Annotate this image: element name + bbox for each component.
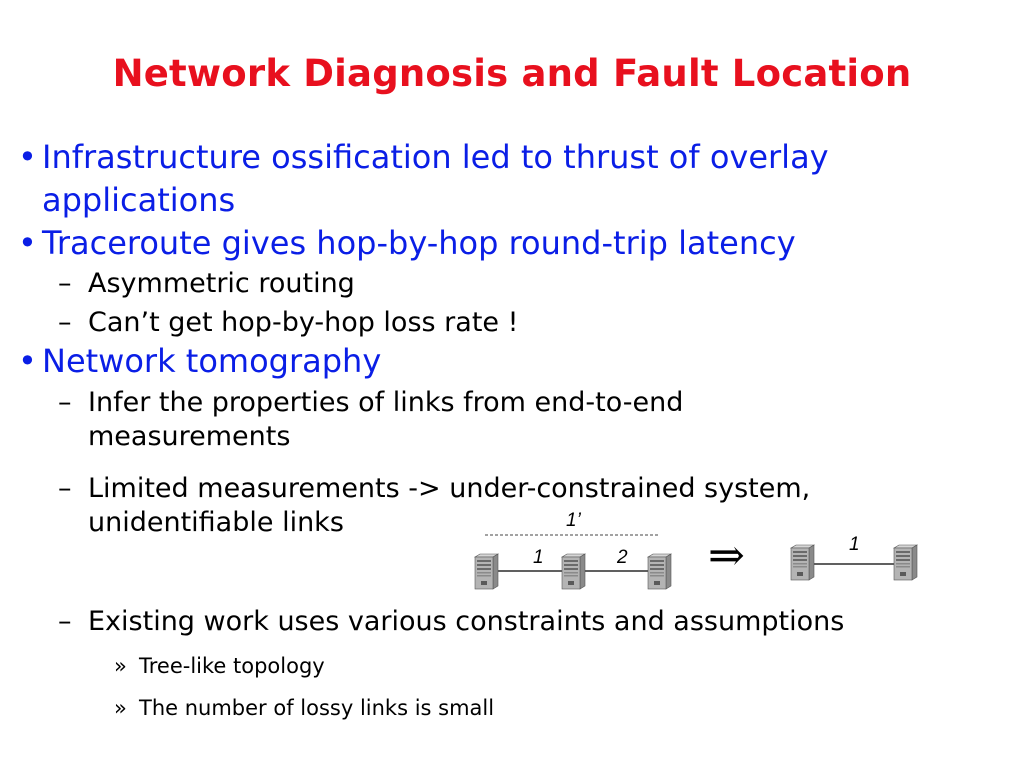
bullet-dot: • [18,138,37,176]
sub-item-loss-rate: Can’t get hop-by-hop loss rate ! [88,307,519,338]
subsub-marker: » [114,654,127,678]
server-icon [475,554,498,589]
implies-arrow-icon: ⇒ [708,530,745,581]
sub-item-asymmetric-routing: Asymmetric routing [88,268,355,299]
sub-item-limited-line2: unidentifiable links [88,507,344,538]
bullet-1-text-line1: Infrastructure ossification led to thrust of overlay [42,138,829,176]
bullet-dot: • [18,342,37,380]
dash-marker: – [58,606,72,637]
dash-marker: – [58,307,72,338]
server-icon [562,554,585,589]
link-2-label: 2 [617,547,628,568]
subsub-item-lossy-links: The number of lossy links is small [139,696,495,720]
virtual-link-label: 1’ [566,510,581,531]
subsub-item-tree-topology: Tree-like topology [139,654,325,678]
server-icon [648,554,671,589]
sub-item-infer-line2: measurements [88,421,291,452]
bullet-3-text: Network tomography [42,342,382,380]
slide-title: Network Diagnosis and Fault Location [112,52,912,95]
bullet-2-text: Traceroute gives hop-by-hop round-trip latency [42,224,796,262]
link-1-label: 1 [533,547,544,568]
sub-item-infer-line1: Infer the properties of links from end-to-end [88,387,684,418]
bullet-1-text-line2: applications [42,181,236,219]
merged-link-label: 1 [849,534,860,555]
dash-marker: – [58,387,72,418]
sub-item-limited-line1: Limited measurements -> under-constrained system, [88,473,811,504]
subsub-marker: » [114,696,127,720]
server-icon [894,545,917,580]
bullet-dot: • [18,224,37,262]
dash-marker: – [58,268,72,299]
dash-marker: – [58,473,72,504]
sub-item-existing-work: Existing work uses various constraints and assumptions [88,606,845,637]
server-icon [791,545,814,580]
